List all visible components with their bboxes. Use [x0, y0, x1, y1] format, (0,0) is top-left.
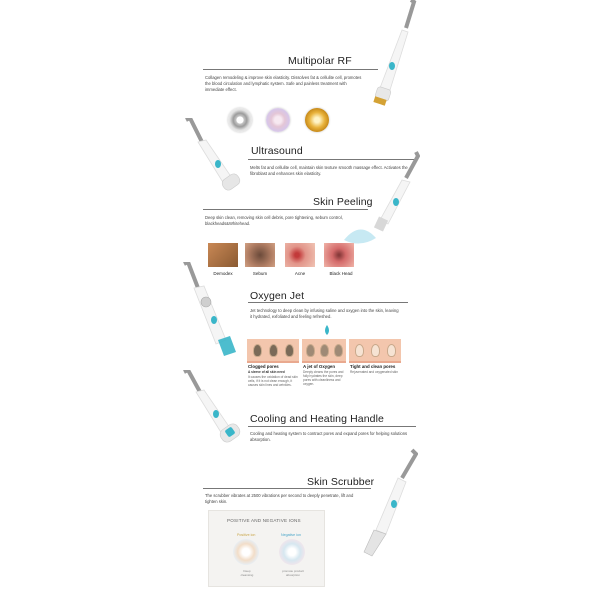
oxygen-description: Jet technology to deep clean by infusing saline and oxygen into the skin, leaving it hydrated, exfoliated and feeling refreshed. — [250, 308, 399, 319]
peeling-description: Deep skin clean, removing skin cell debris, pore tightening, sebum control, blackheads&Whitehead. — [205, 215, 343, 226]
rf-handpiece-icon — [362, 0, 422, 115]
peeling-title: Skin Peeling — [313, 196, 373, 208]
oxygen-diagram-jet — [302, 339, 346, 363]
peeling-label-demodex: Demodex — [213, 271, 233, 276]
oxygen-caption-2-title: A jet of Oxygen — [303, 364, 336, 369]
peeling-label-blackhead: Black Head — [329, 271, 353, 276]
negative-ion-note: promote product absorption — [282, 569, 304, 577]
cooling-heating-handpiece-icon — [180, 370, 250, 450]
scrubber-description: The scrubber vibrates at 2500 vibrations per second to deeply penetrate, lift and tighten skin. — [205, 493, 354, 504]
negative-ion-graphic — [279, 539, 305, 565]
ultrasound-description: Melts fat and cellulite cell, maintain skin texture smooth massage effect. Activates the fibroblast and enhances skin elasticity. — [250, 165, 408, 176]
ions-panel — [208, 510, 325, 587]
oxygen-diagram-clogged — [247, 339, 299, 363]
water-drop-icon — [323, 325, 331, 335]
peeling-image-blackhead — [324, 243, 354, 267]
rf-thumb-3 — [305, 108, 329, 132]
cooling-heating-divider — [248, 426, 416, 427]
negative-ion-label: Negative ion — [281, 533, 301, 537]
ultrasound-title: Ultrasound — [251, 145, 303, 157]
oxygen-handpiece-icon — [180, 262, 250, 357]
ultrasound-handpiece-icon — [180, 118, 250, 196]
rf-divider — [203, 69, 378, 70]
scrubber-divider — [203, 488, 371, 489]
oxygen-caption-1-sub: A sleeve of all skin need — [248, 370, 285, 374]
rf-thumb-2 — [266, 108, 290, 132]
oxygen-title: Oxygen Jet — [250, 290, 305, 302]
ions-panel-title: POSITIVE AND NEGATIVE IONS — [227, 518, 301, 523]
oxygen-caption-1-note: It causes the oxidation of dead skin cells, if it is not clean enough, it causes skin lines and wrinkles. — [248, 375, 298, 387]
cooling-heating-description: Cooling and heating system to contract pores and expand pores for helping solutions absorption. — [250, 431, 408, 442]
oxygen-caption-2-note: Deeply cleans the pores and fully hydrates the skin, deep pores with cleanliness and oxygen. — [303, 370, 344, 386]
oxygen-caption-1-title: Clogged pores — [248, 364, 279, 369]
oxygen-caption-3-note: Rejuvenated and oxygenated skin — [350, 370, 399, 374]
scrubber-title: Skin Scrubber — [307, 476, 375, 488]
peeling-label-acne: Acne — [294, 271, 306, 276]
peeling-divider — [203, 209, 368, 210]
positive-ion-note: Deep cleansing — [240, 569, 254, 577]
rf-title: Multipolar RF — [288, 55, 352, 67]
oxygen-diagram-clean — [349, 339, 401, 363]
positive-ion-label: Positive ion — [237, 533, 256, 537]
oxygen-divider — [248, 302, 408, 303]
peeling-label-sebum: Sebum — [252, 271, 268, 276]
rf-description: Collagen remodeling & improve skin elasticity. Dissolves fat & cellulite cell, promotes the blood circulation and lymphatic system. Safe and painless treatment with immediate effect. — [205, 75, 362, 92]
peeling-image-acne — [285, 243, 315, 267]
positive-ion-graphic — [233, 539, 259, 565]
cooling-heating-title: Cooling and Heating Handle — [250, 413, 384, 425]
oxygen-caption-3-title: Tight and clean pores — [350, 364, 396, 369]
scrubber-handpiece-icon — [358, 448, 418, 558]
